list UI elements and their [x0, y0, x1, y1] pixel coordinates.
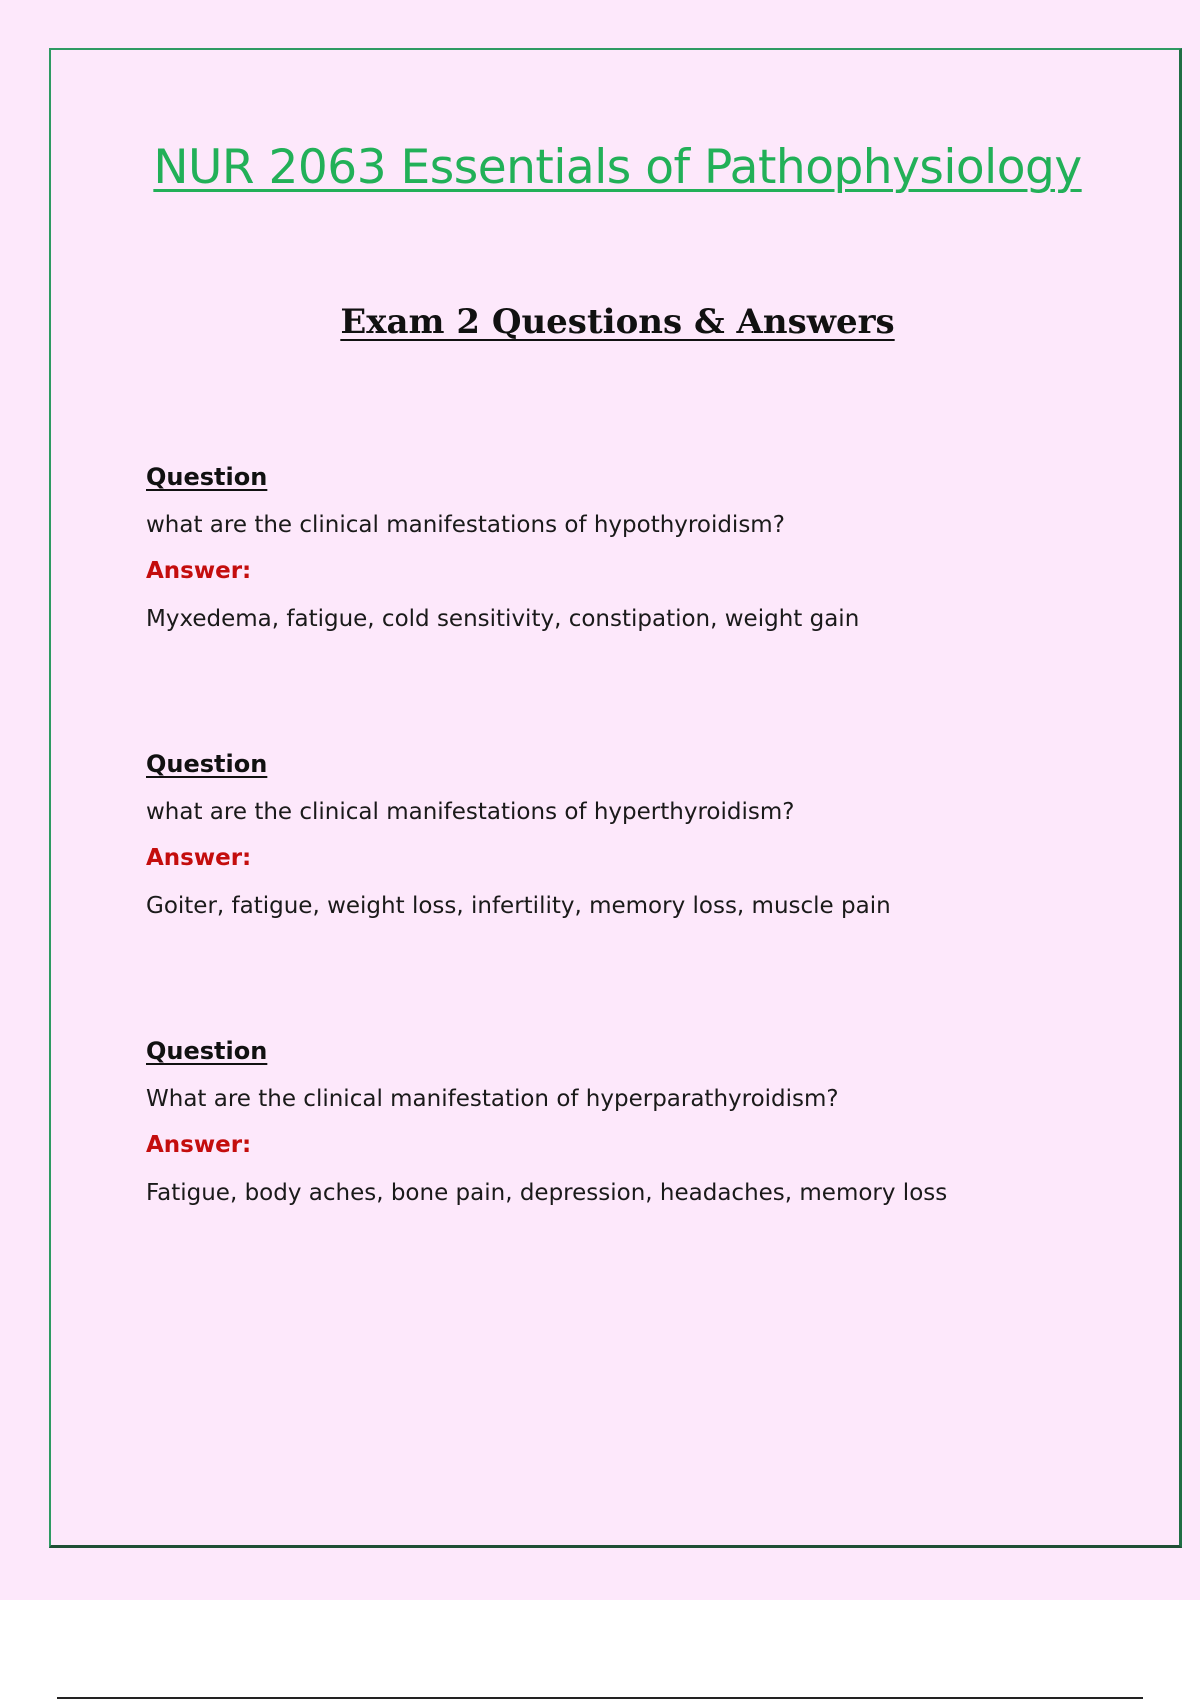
course-title: NUR 2063 Essentials of Pathophysiology: [153, 140, 1082, 195]
answer-text: Goiter, fatigue, weight loss, infertility, memory loss, muscle pain: [146, 893, 891, 919]
question-text: what are the clinical manifestations of hyperthyroidism?: [146, 799, 795, 825]
question-text: What are the clinical manifestation of hyperparathyroidism?: [146, 1086, 839, 1112]
question-label: Question: [146, 1037, 268, 1065]
qa-item-hyperthyroidism: [146, 749, 1146, 921]
exam-subtitle: Exam 2 Questions & Answers: [340, 302, 895, 342]
answer-label: Answer:: [146, 1132, 252, 1158]
answer-label: Answer:: [146, 845, 252, 871]
question-label: Question: [146, 463, 268, 491]
answer-text: Fatigue, body aches, bone pain, depression, headaches, memory loss: [146, 1180, 948, 1206]
answer-text: Myxedema, fatigue, cold sensitivity, constipation, weight gain: [146, 606, 860, 632]
question-text: what are the clinical manifestations of hypothyroidism?: [146, 512, 785, 538]
footer-divider: [57, 1697, 1143, 1699]
qa-item-hyperparathyroidism: [146, 1036, 1146, 1208]
question-label: Question: [146, 750, 268, 778]
answer-label: Answer:: [146, 558, 252, 584]
qa-item-hypothyroidism: [146, 462, 1146, 634]
